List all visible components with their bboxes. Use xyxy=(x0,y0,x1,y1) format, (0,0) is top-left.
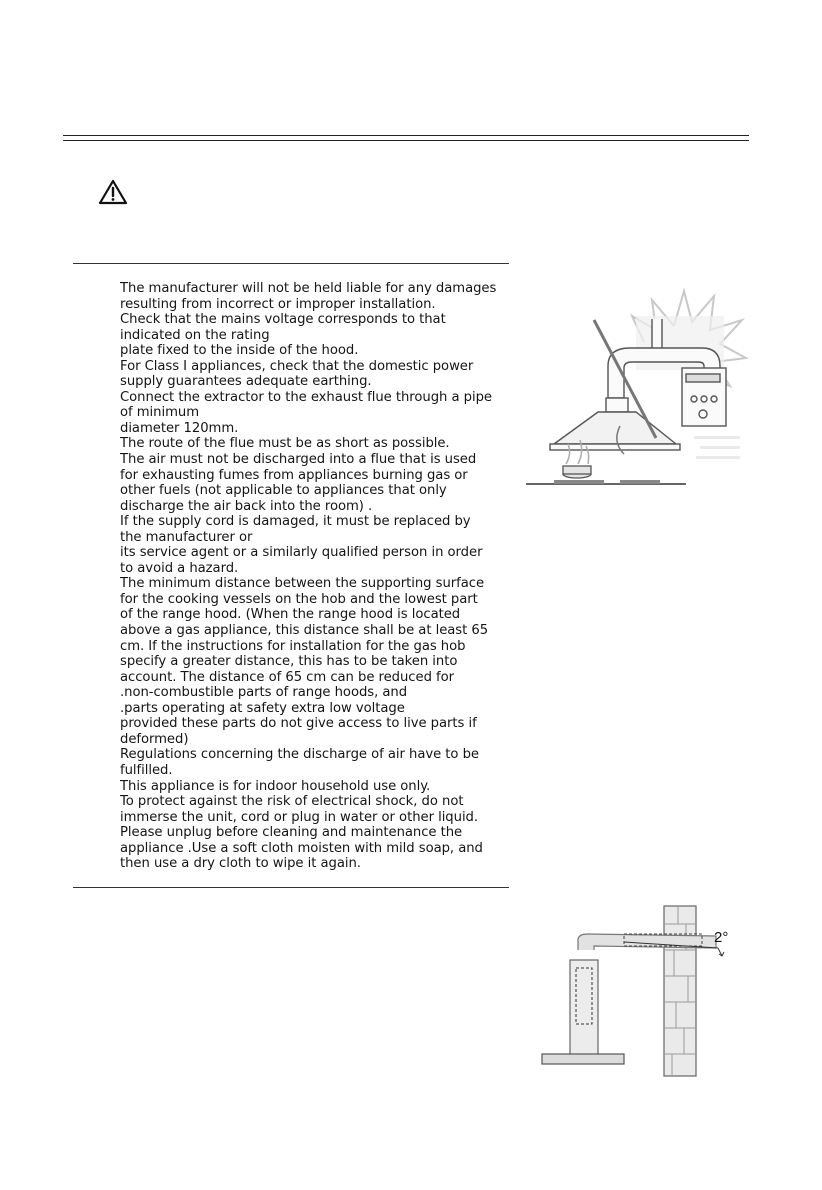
instruction-line: above a gas appliance, this distance shall be at least 65 xyxy=(120,623,489,639)
instruction-line: The route of the flue must be as short as possible. xyxy=(120,436,450,452)
instruction-line: immerse the unit, cord or plug in water or other liquid. xyxy=(120,809,479,825)
header-double-rule xyxy=(63,135,749,141)
duct-pipe xyxy=(578,934,716,950)
warning-triangle-icon xyxy=(98,179,128,205)
boiler-panel xyxy=(686,374,720,382)
hood-canopy xyxy=(554,412,676,444)
instruction-line: the manufacturer or xyxy=(120,529,253,545)
instruction-line: plate fixed to the inside of the hood. xyxy=(120,343,359,359)
instruction-line: .non-combustible parts of range hoods, and xyxy=(120,685,408,701)
chimney-hood-body xyxy=(542,960,624,1064)
boiler-dial xyxy=(699,410,707,418)
section-divider-bottom xyxy=(73,887,509,888)
instruction-line: The air must not be discharged into a flue that is used xyxy=(120,452,477,468)
instruction-line: then use a dry cloth to wipe it again. xyxy=(120,856,361,872)
instruction-line: provided these parts do not give access to live parts if xyxy=(120,716,477,732)
section-divider-top xyxy=(73,263,509,264)
instruction-line: deformed) xyxy=(120,731,189,747)
instruction-line: account. The distance of 65 cm can be reduced for xyxy=(120,669,455,685)
instruction-line: appliance .Use a soft cloth moisten with mild soap, and xyxy=(120,840,483,856)
instruction-line: of minimum xyxy=(120,405,199,421)
instruction-line: supply guarantees adequate earthing. xyxy=(120,374,372,390)
instruction-line: Connect the extractor to the exhaust flue through a pipe xyxy=(120,389,492,405)
boiler-knob xyxy=(711,396,717,402)
instruction-line: fulfilled. xyxy=(120,762,173,778)
slope-angle-label: 2° xyxy=(714,929,729,946)
brick-wall xyxy=(664,906,696,1076)
instruction-line: .parts operating at safety extra low voltage xyxy=(120,700,405,716)
instruction-line: This appliance is for indoor household use only. xyxy=(120,778,431,794)
boiler-knob xyxy=(691,396,697,402)
instruction-line: of the range hood. (When the range hood is located xyxy=(120,607,461,623)
instruction-line: The manufacturer will not be held liable for any damages xyxy=(120,281,497,296)
instruction-line: discharge the air back into the room) . xyxy=(120,498,373,514)
instruction-line: Please unplug before cleaning and maintenance the xyxy=(120,825,463,841)
instruction-line: Regulations concerning the discharge of air have to be xyxy=(120,747,479,763)
instruction-line: its service agent or a similarly qualified person in order xyxy=(120,545,483,561)
instruction-line: other fuels (not applicable to appliances that only xyxy=(120,483,447,499)
installation-instructions xyxy=(120,281,530,872)
instruction-line: for exhausting fumes from appliances burning gas or xyxy=(120,467,468,483)
instruction-line: The minimum distance between the supporting surface xyxy=(120,576,485,592)
hood-chimney xyxy=(606,398,628,412)
instruction-line: For Class I appliances, check that the domestic power xyxy=(120,358,474,374)
duct-slope-illustration xyxy=(538,904,748,1078)
instruction-line: for the cooking vessels on the hob and the lowest part xyxy=(120,591,478,607)
instruction-line: specify a greater distance, this has to be taken into xyxy=(120,654,458,670)
instruction-line: Check that the mains voltage corresponds to that xyxy=(120,312,446,328)
boiler-flue-warning-illustration xyxy=(524,286,748,494)
instruction-line: If the supply cord is damaged, it must be replaced by xyxy=(120,514,471,530)
boiler-knob xyxy=(701,396,707,402)
instruction-line: to avoid a hazard. xyxy=(120,560,239,576)
instruction-line: diameter 120mm. xyxy=(120,420,239,436)
instruction-line: To protect against the risk of electrical shock, do not xyxy=(120,794,464,810)
instruction-line: resulting from incorrect or improper installation. xyxy=(120,296,436,312)
instruction-line: cm. If the instructions for installation for the gas hob xyxy=(120,638,466,654)
instruction-line: indicated on the rating xyxy=(120,327,270,343)
